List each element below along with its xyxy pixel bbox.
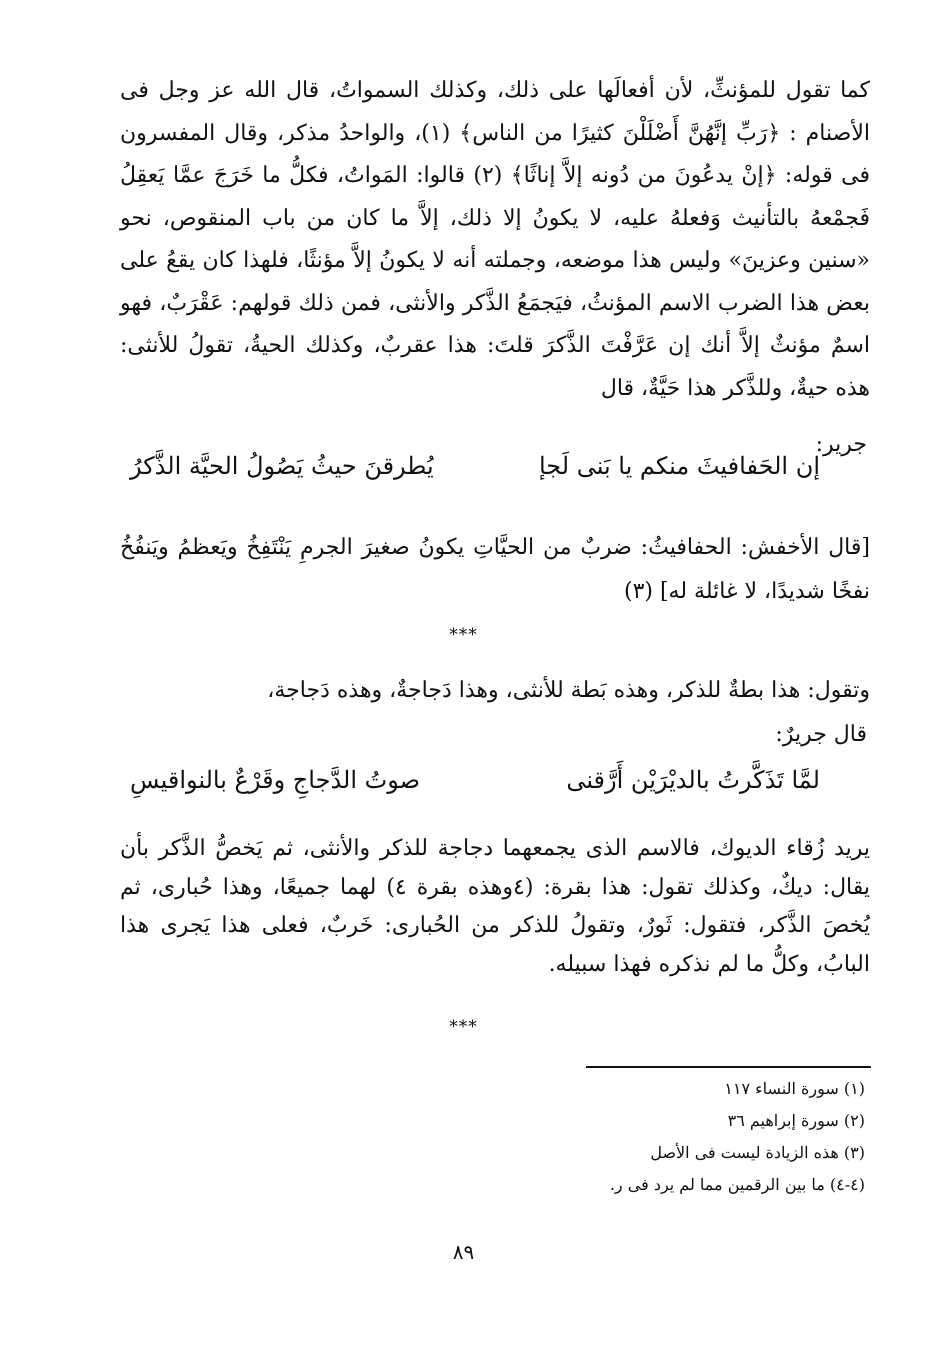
poet-attribution-jarir: جرير: — [815, 432, 867, 457]
footnote: (٢) سورة إبراهيم ٣٦ — [727, 1111, 865, 1130]
section-separator: *** — [449, 625, 478, 645]
verse-hemistich-first: إن الحَفافيثَ منكم يا بَنى لَجإ — [538, 452, 820, 480]
footnote-divider — [586, 1066, 871, 1068]
paragraph-rooster: يريد زُقاء الديوك، فالاسم الذى يجمعهما دجاجة للذكر والأنثى، ثم يَخصُّ الذَّكر بأن يقال: ديكٌ، وكذلك تقول: هذا بقرة: (٤وهذه بقرة ٤) لهما جميعًا، وهذا حُبارى، ثم يُخصَ الذَّكر، فتقول: ثَورٌ، وتقولُ للذكر من الحُبارى: خَربٌ، فعلى هذا يَجرى هذا البابُ، وكلُّ ما لم نذكره فهذا سبيله. — [120, 836, 871, 977]
verse-hemistich-second: صوتُ الدَّجاجِ وقَرْعٌ بالنواقيسِ — [130, 766, 421, 794]
poem-verse-1 — [130, 452, 820, 480]
footnote: (٣) هذه الزيادة ليست فى الأصل — [650, 1143, 865, 1162]
verse-hemistich-first: لمَّا تَذَكَّرتُ بالديْرَيْن أَرَّقنى — [566, 766, 820, 794]
footnotes — [365, 1073, 865, 1201]
footnote: (١) سورة النساء ١١٧ — [724, 1079, 865, 1098]
section-separator: *** — [449, 1017, 478, 1037]
footnote: (٤-٤) ما بين الرقمين مما لم يرد فى ر. — [609, 1175, 865, 1194]
poem-verse-2 — [130, 766, 820, 794]
verse-hemistich-second: يُطرقنَ حيثُ يَصُولُ الحيَّة الذَّكرُ — [130, 452, 434, 480]
poet-attribution-jarir-2: قال جريرٌ: — [775, 722, 867, 747]
paragraph-main: كما تقول للمؤنثِّ، لأن أفعالَها على ذلك، وكذلك السمواتُ، قال الله عز وجل فى الأصنام : ﴿رَبِّ إنَّهُنَّ أَضْلَلْنَ كثيرًا من الناس﴾ (١)، والواحدُ مذكر، وقال المفسرون فى قوله: ﴿إنْ يدعُونَ من دُونه إلاَّ إناثًا﴾ (٢) قالوا: المَواتُ، فكلُّ ما خَرَجَ عمَّا يَعقِلُ فَجمْعهُ بالتأنيث وَفعلهُ عليه، لا يكونُ إلا ذلك، إلاَّ ما كان من باب المنقوص، نحو «سنين وعزينَ» وليس هذا موضعه، وجملته أنه لا يكونُ إلاَّ مؤنثًا، فلهذا كان يقعُ على بعض هذا الضرب الاسم المؤنثُ، فيَجمَعُ الذَّكر والأنثى، فمن ذلك قولهم: عَقْرَبٌ، فهو اسمٌ مؤنثٌ إلاَّ أنك إن عَرَّفْتَ الذَّكرَ قلتَ: هذا عقربٌ، وكذلك الحيةُ، تقولُ للأنثى: هذه حيةٌ، وللذَّكر هذا حَيَّةٌ، قال — [120, 78, 870, 401]
akhfash-note: [قال الأخفش: الحفافيثُ: ضربٌ من الحيَّاتِ يكونُ صغيرَ الجرمِ يَنْتَفِخُ ويَعظمُ ويَنفُخُ نفخًا شديدًا، لا غائلة له] (٣) — [120, 535, 870, 604]
page-number: ٨٩ — [452, 1240, 475, 1264]
paragraph-duck-chicken: وتقول: هذا بطةٌ للذكر، وهذه بَطة للأنثى، وهذا دَجاجةٌ، وهذه دَجاجة، — [267, 678, 870, 703]
